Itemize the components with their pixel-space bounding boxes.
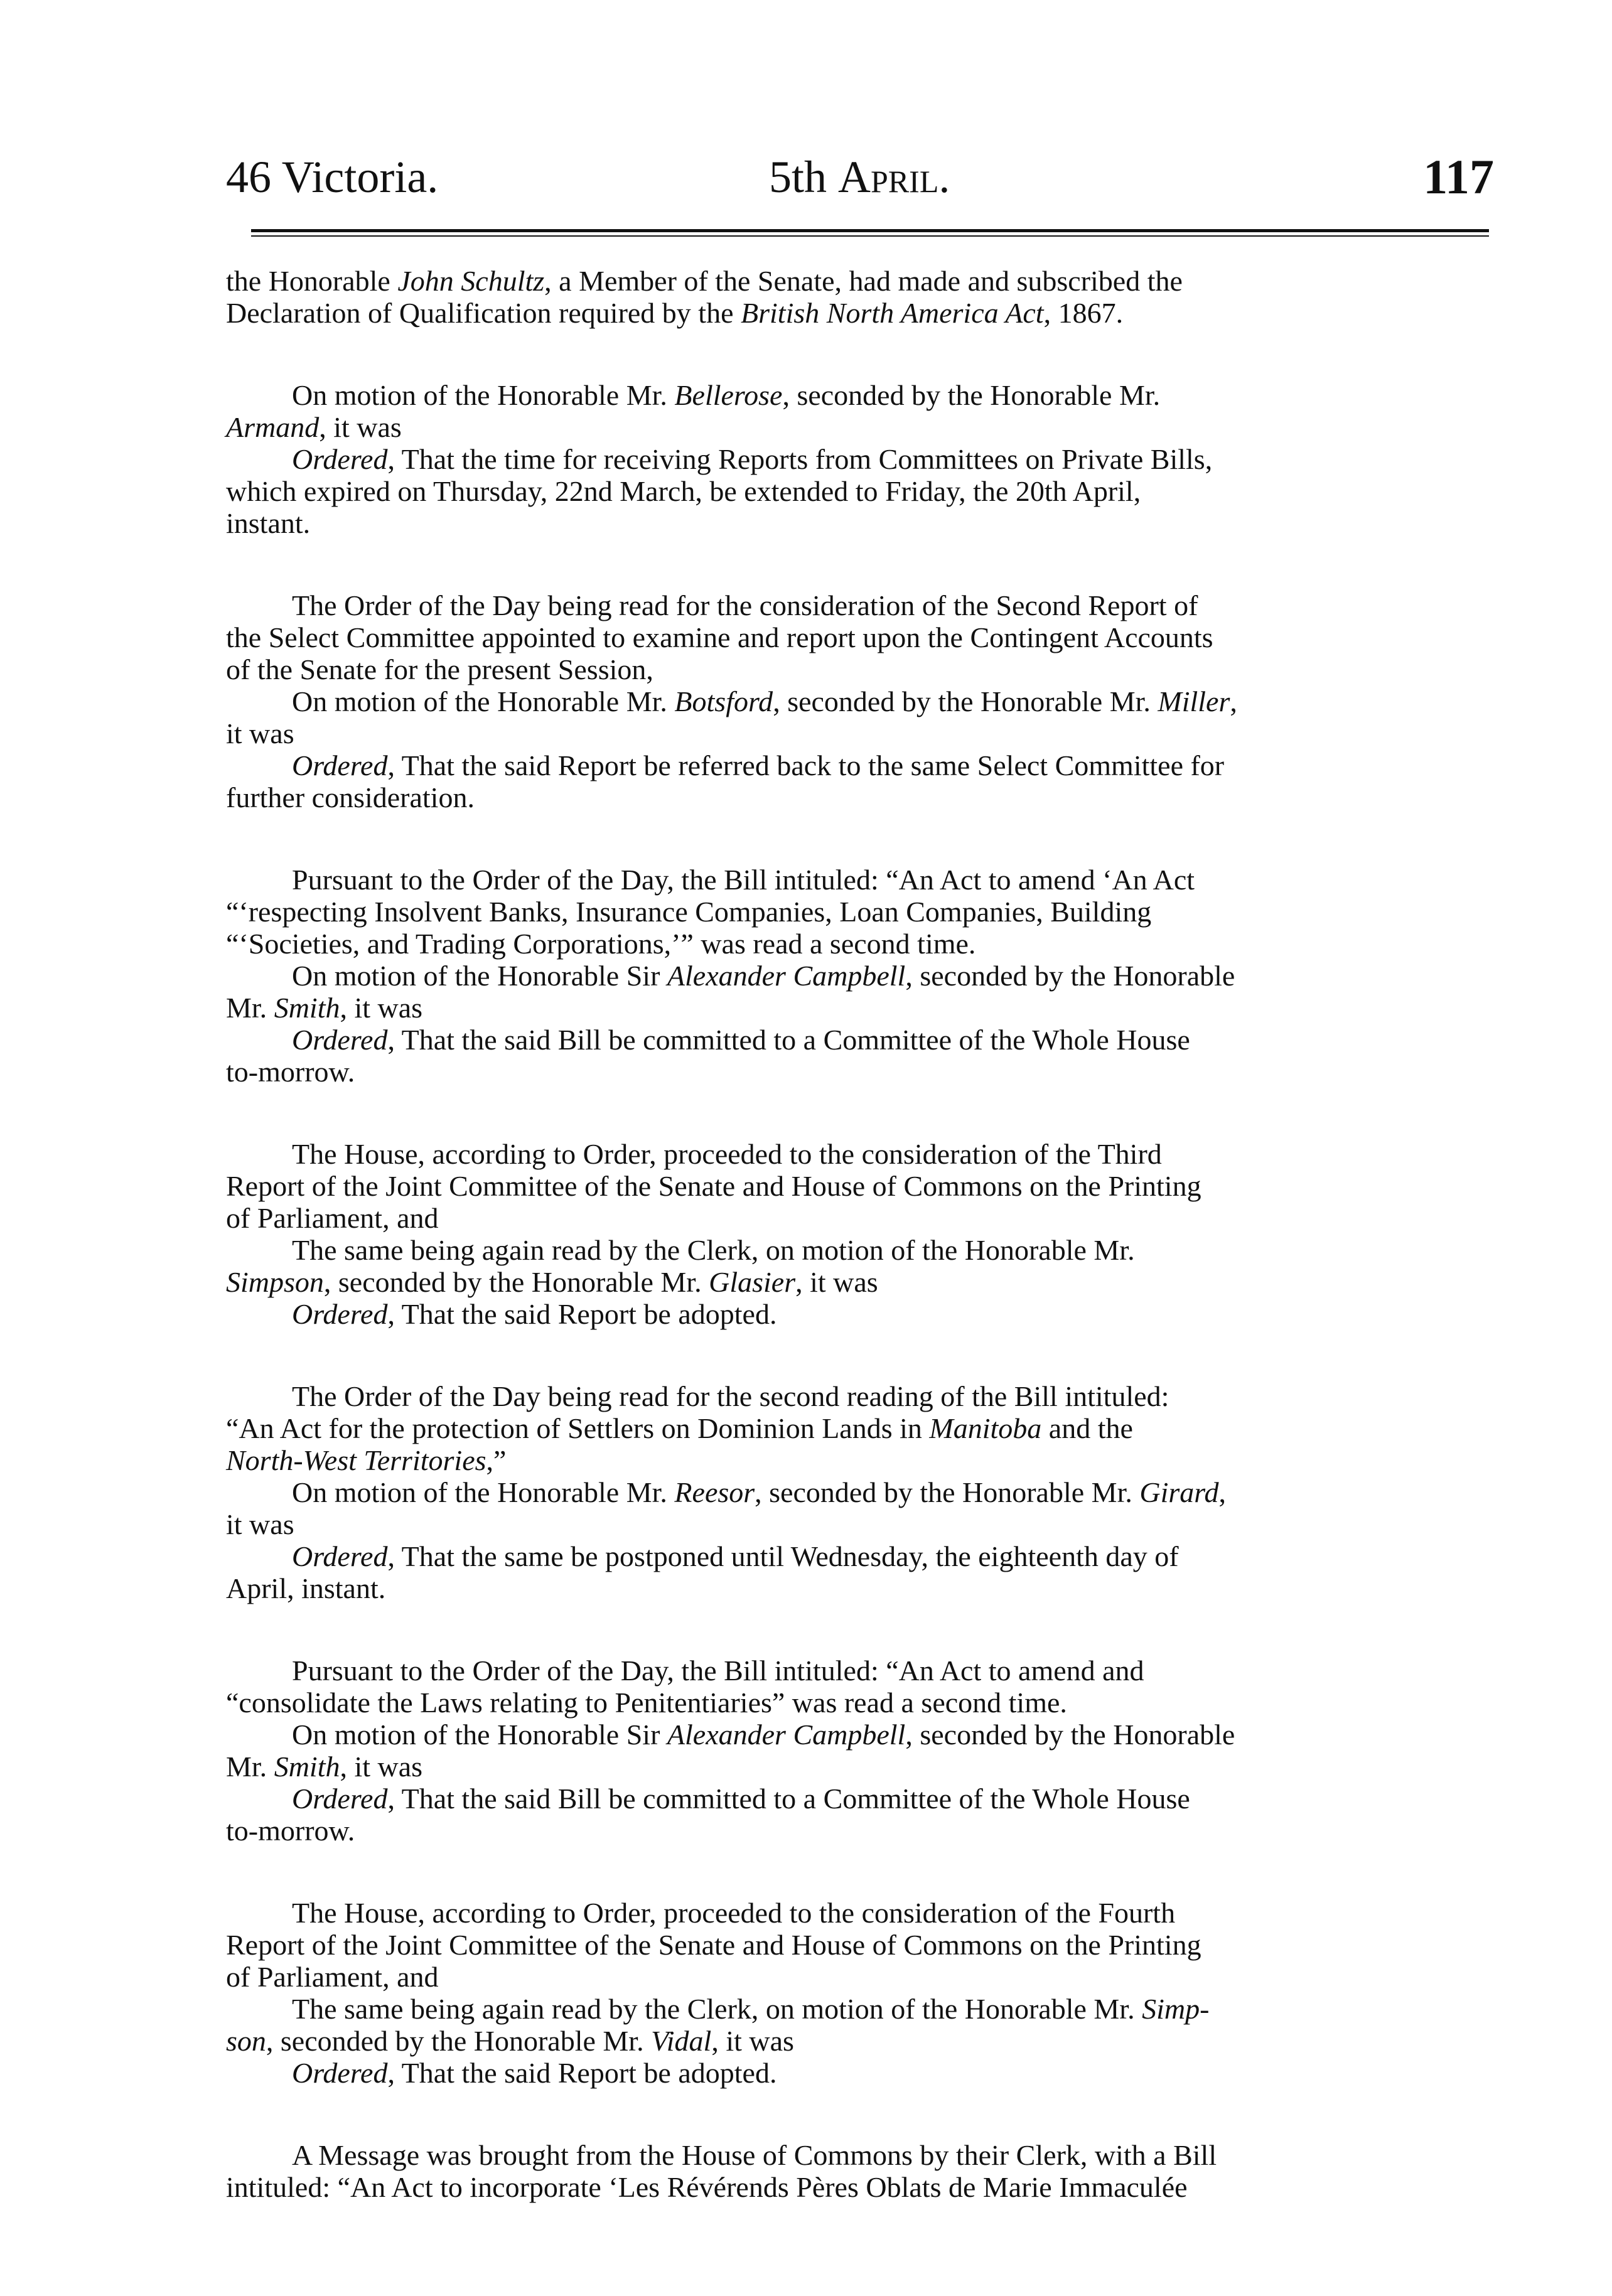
text-line: [226, 1056, 1488, 1088]
text-line: [226, 297, 1488, 329]
text-run: , That the said Report be adopted.: [387, 2057, 777, 2089]
text-line: [226, 896, 1488, 928]
text-line: [226, 1540, 1488, 1572]
text-run: On motion of the Honorable Sir: [292, 960, 667, 992]
text-run: Report of the Joint Committee of the Senate and House of Commons on the Printing: [226, 1929, 1201, 1961]
text-run: , it was: [340, 1751, 423, 1783]
italic-text: Armand: [226, 411, 320, 443]
paragraph: [226, 1138, 1488, 1330]
text-run: Pursuant to the Order of the Day, the Bill intituled: “An Act to amend ‘An Act: [292, 864, 1195, 896]
page-number: 117: [1423, 149, 1494, 204]
text-line: [226, 1751, 1488, 1783]
text-run: The Order of the Day being read for the consideration of the Second Report of: [292, 589, 1198, 621]
running-head-month: April.: [838, 152, 950, 202]
text-run: , seconded by the Honorable: [905, 1719, 1235, 1751]
text-line: [226, 1170, 1488, 1202]
italic-text: Alexander Campbell: [667, 1719, 906, 1751]
text-run: , That the said Bill be committed to a Committee of the Whole House: [387, 1024, 1190, 1056]
text-line: [226, 1783, 1488, 1815]
text-run: , That the time for receiving Reports from Committees on Private Bills,: [387, 443, 1213, 475]
text-line: [226, 1687, 1488, 1719]
italic-text: Simpson: [226, 1266, 324, 1298]
text-line: [226, 960, 1488, 992]
text-run: The Order of the Day being read for the second reading of the Bill intituled:: [292, 1380, 1169, 1412]
text-line: [226, 2057, 1488, 2089]
text-run: “An Act for the protection of Settlers on Dominion Lands in: [226, 1412, 930, 1444]
text-run: , it was: [340, 992, 423, 1024]
italic-text: Botsford: [674, 685, 773, 717]
text-run: and the: [1041, 1412, 1133, 1444]
text-line: [226, 1138, 1488, 1170]
italic-text: John Schultz: [397, 265, 545, 297]
text-run: The House, according to Order, proceeded to the consideration of the Third: [292, 1138, 1162, 1170]
paragraph: [226, 589, 1488, 813]
text-run: , it was: [711, 2025, 794, 2057]
text-run: , it was: [795, 1266, 878, 1298]
text-line: [226, 1202, 1488, 1234]
text-run: it was: [226, 1508, 294, 1540]
text-run: Declaration of Qualification required by the: [226, 297, 741, 329]
text-run: “‘respecting Insolvent Banks, Insurance Companies, Loan Companies, Building: [226, 896, 1152, 928]
text-line: [226, 379, 1488, 411]
text-run: , That the said Report be adopted.: [387, 1298, 777, 1330]
text-run: it was: [226, 717, 294, 749]
text-line: [226, 1961, 1488, 1993]
text-run: , seconded by the Honorable Mr.: [773, 685, 1158, 717]
text-run: intituled: “An Act to incorporate ‘Les Révérends Pères Oblats de Marie Immaculée: [226, 2171, 1188, 2203]
running-head-day: 5th: [769, 152, 827, 202]
italic-text: Vidal: [651, 2025, 712, 2057]
text-run: , That the said Report be referred back to the same Select Committee for: [387, 749, 1225, 781]
italic-text: Glasier: [709, 1266, 796, 1298]
header-rule-thin: [251, 235, 1489, 237]
text-run: , a Member of the Senate, had made and subscribed the: [544, 265, 1183, 297]
text-run: of the Senate for the present Session,: [226, 653, 653, 685]
text-line: [226, 507, 1488, 539]
italic-text: son: [226, 2025, 266, 2057]
text-run: the Honorable: [226, 265, 398, 297]
text-run: Report of the Joint Committee of the Senate and House of Commons on the Printing: [226, 1170, 1201, 1202]
text-run: Mr.: [226, 1751, 274, 1783]
text-run: the Select Committee appointed to examine and report upon the Contingent Accounts: [226, 621, 1213, 653]
italic-text: Simp-: [1142, 1993, 1210, 2025]
text-line: [226, 1266, 1488, 1298]
text-line: [226, 717, 1488, 749]
text-line: [226, 928, 1488, 960]
text-run: to-morrow.: [226, 1056, 355, 1088]
italic-text: Ordered: [292, 1540, 388, 1572]
text-run: ,”: [486, 1444, 507, 1476]
text-run: The same being again read by the Clerk, on motion of the Honorable Mr.: [292, 1234, 1135, 1266]
italic-text: Miller: [1158, 685, 1230, 717]
text-run: Mr.: [226, 992, 274, 1024]
text-run: to-morrow.: [226, 1815, 355, 1847]
italic-text: Manitoba: [929, 1412, 1042, 1444]
text-run: On motion of the Honorable Sir: [292, 1719, 667, 1751]
text-run: , That the same be postponed until Wednesday, the eighteenth day of: [387, 1540, 1179, 1572]
text-line: [226, 2025, 1488, 2057]
text-line: [226, 864, 1488, 896]
text-run: , seconded by the Honorable: [905, 960, 1235, 992]
italic-text: Alexander Campbell: [667, 960, 906, 992]
text-line: [226, 1993, 1488, 2025]
text-line: [226, 1572, 1488, 1604]
italic-text: Ordered: [292, 2057, 388, 2089]
italic-text: North-West Territories: [226, 1444, 486, 1476]
paragraph: [226, 1655, 1488, 1847]
text-run: of Parliament, and: [226, 1202, 439, 1234]
text-run: , seconded by the Honorable Mr.: [782, 379, 1161, 411]
text-line: [226, 1815, 1488, 1847]
text-line: [226, 653, 1488, 685]
text-line: [226, 1508, 1488, 1540]
text-run: , seconded by the Honorable Mr.: [266, 2025, 652, 2057]
text-run: ,: [1230, 685, 1237, 717]
text-line: [226, 1719, 1488, 1751]
text-line: [226, 443, 1488, 475]
italic-text: Reesor: [674, 1476, 755, 1508]
text-run: The House, according to Order, proceeded to the consideration of the Fourth: [292, 1897, 1176, 1929]
text-run: On motion of the Honorable Mr.: [292, 685, 675, 717]
text-line: [226, 2139, 1488, 2171]
text-line: [226, 265, 1488, 297]
italic-text: Smith: [274, 992, 340, 1024]
text-run: April, instant.: [226, 1572, 386, 1604]
text-run: “consolidate the Laws relating to Penitentiaries” was read a second time.: [226, 1687, 1067, 1719]
text-run: of Parliament, and: [226, 1961, 439, 1993]
paragraph: [226, 864, 1488, 1088]
text-line: [226, 1298, 1488, 1330]
text-run: instant.: [226, 507, 311, 539]
text-line: [226, 621, 1488, 653]
header-rule: [251, 229, 1489, 232]
italic-text: British North America Act: [741, 297, 1044, 329]
text-line: [226, 2171, 1488, 2203]
text-line: [226, 685, 1488, 717]
text-line: [226, 1655, 1488, 1687]
running-head-date: [769, 146, 950, 208]
text-run: Pursuant to the Order of the Day, the Bill intituled: “An Act to amend and: [292, 1655, 1144, 1687]
paragraph: [226, 2139, 1488, 2203]
text-line: [226, 1476, 1488, 1508]
italic-text: Ordered: [292, 1783, 388, 1815]
text-line: [226, 749, 1488, 781]
text-line: [226, 992, 1488, 1024]
italic-text: Ordered: [292, 443, 388, 475]
text-run: ,: [1218, 1476, 1226, 1508]
text-line: [226, 1024, 1488, 1056]
italic-text: Girard: [1139, 1476, 1219, 1508]
text-line: [226, 411, 1488, 443]
text-run: , seconded by the Honorable Mr.: [755, 1476, 1140, 1508]
running-head: [226, 146, 1494, 208]
text-line: [226, 475, 1488, 507]
running-head-session: 46 Victoria.: [226, 152, 439, 202]
text-run: “‘Societies, and Trading Corporations,’” was read a second time.: [226, 928, 976, 960]
text-line: [226, 1234, 1488, 1266]
text-run: , seconded by the Honorable Mr.: [323, 1266, 709, 1298]
paragraph: [226, 265, 1488, 329]
text-line: [226, 1380, 1488, 1412]
italic-text: Ordered: [292, 1298, 388, 1330]
text-line: [226, 589, 1488, 621]
text-run: which expired on Thursday, 22nd March, be extended to Friday, the 20th April,: [226, 475, 1141, 507]
text-run: , That the said Bill be committed to a Committee of the Whole House: [387, 1783, 1190, 1815]
italic-text: Smith: [274, 1751, 340, 1783]
italic-text: Ordered: [292, 749, 388, 781]
paragraph: [226, 1897, 1488, 2089]
text-run: further consideration.: [226, 781, 475, 813]
paragraph: [226, 379, 1488, 539]
text-line: [226, 1444, 1488, 1476]
text-run: The same being again read by the Clerk, on motion of the Honorable Mr.: [292, 1993, 1142, 2025]
italic-text: Bellerose: [674, 379, 783, 411]
text-line: [226, 1929, 1488, 1961]
text-run: A Message was brought from the House of Commons by their Clerk, with a Bill: [292, 2139, 1217, 2171]
text-run: , it was: [319, 411, 402, 443]
italic-text: Ordered: [292, 1024, 388, 1056]
body-text: [226, 265, 1488, 2203]
text-run: , 1867.: [1043, 297, 1124, 329]
text-line: [226, 1412, 1488, 1444]
text-line: [226, 781, 1488, 813]
text-run: On motion of the Honorable Mr.: [292, 379, 675, 411]
text-line: [226, 1897, 1488, 1929]
paragraph: [226, 1380, 1488, 1604]
text-run: On motion of the Honorable Mr.: [292, 1476, 675, 1508]
